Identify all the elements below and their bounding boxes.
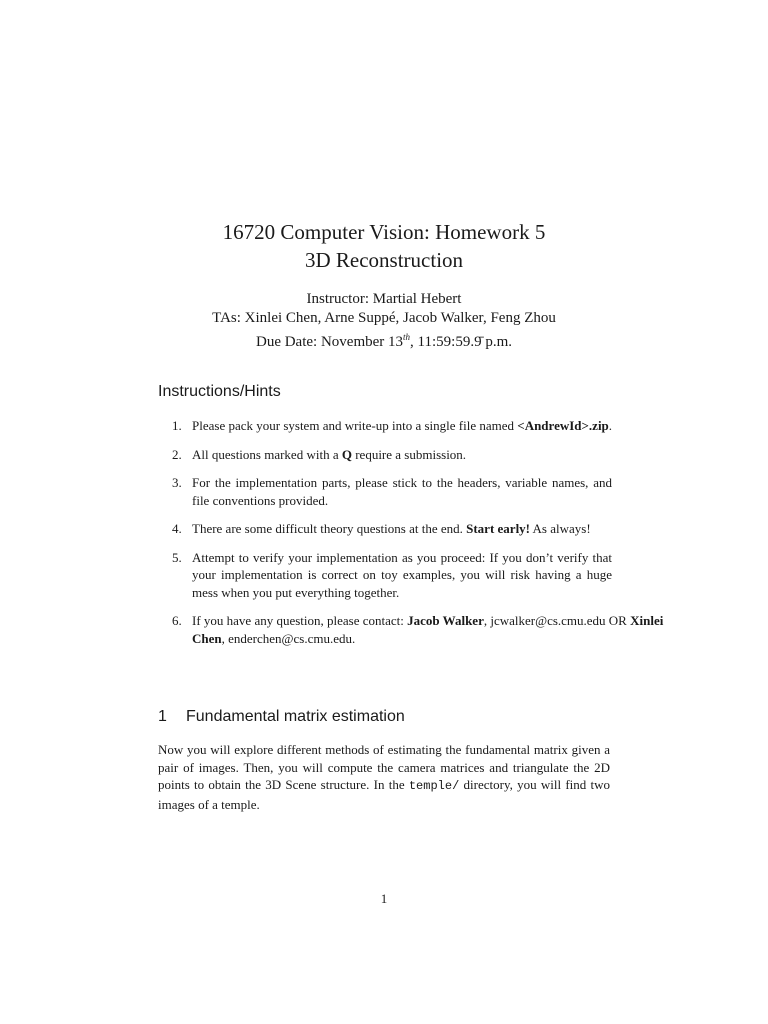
contact-name: Jacob Walker: [407, 613, 484, 628]
list-item-text: There are some difficult theory questions at the end.: [192, 521, 467, 536]
section-1-paragraph: [158, 741, 610, 813]
list-item: [172, 549, 612, 602]
instructor-line: Instructor: Martial Hebert: [306, 291, 462, 307]
page-number: 1: [380, 891, 388, 906]
due-date-superscript: th: [403, 332, 411, 342]
paragraph-text: Now you will explore different methods of estimating the fundamental matrix given a pair of images. Then, you will compute the camera matrices and triangulate the 2D points to obtain the 3D Scene structure. In the: [158, 742, 610, 793]
section-1-heading: [158, 708, 405, 726]
paragraph-text: directory, you will find two images of a temple.: [158, 777, 611, 812]
list-item-index: 2.: [172, 446, 182, 462]
list-item-index: 5.: [172, 549, 182, 565]
list-item-index: 4.: [172, 521, 182, 536]
list-item-text: .: [608, 418, 613, 433]
document-subtitle: 3D Reconstruction: [304, 248, 464, 272]
list-item-bold: Q: [341, 446, 352, 462]
list-item-text: , jcwalker@cs.cmu.edu OR: [483, 613, 631, 628]
due-date-suffix: , 11:59:59.9̄ p.m.: [410, 334, 512, 350]
directory-name: temple/: [408, 779, 460, 794]
list-item: [172, 474, 612, 509]
list-item: [172, 520, 612, 538]
list-item: [172, 417, 678, 435]
instructions-heading: Instructions/Hints: [158, 383, 281, 400]
list-item-text: Please pack your system and write-up into a single file named: [192, 418, 518, 433]
list-item-index: 6.: [172, 613, 182, 628]
list-item-text: If you have any question, please contact:: [192, 613, 408, 628]
list-item: [172, 612, 678, 647]
tas-line: TAs: Xinlei Chen, Arne Suppé, Jacob Walker, Feng Zhou: [212, 310, 556, 326]
list-item-text: For the implementation parts, please stick to the headers, variable names, and file conventions provided.: [192, 475, 612, 508]
list-item-text: require a submission.: [351, 446, 467, 462]
list-item-bold: <AndrewId>.zip: [517, 418, 609, 433]
list-item-index: 1.: [172, 418, 182, 433]
list-item-text: Attempt to verify your implementation as you proceed: If you don’t verify that your implementation is correct on toy examples, you will risk having a huge mess when you put everything together.: [192, 549, 612, 600]
title-block: [0, 218, 768, 274]
due-date-line: [0, 328, 768, 352]
list-item: [172, 446, 612, 464]
due-date-prefix: Due Date: November 13: [255, 334, 404, 350]
list-item-bold: Start early!: [466, 521, 531, 536]
section-number: 1: [158, 708, 167, 725]
contact-name: Xinlei Chen: [192, 613, 664, 646]
document-title: 16720 Computer Vision: Homework 5: [222, 220, 546, 244]
list-item-text: As always!: [530, 521, 591, 536]
list-item-index: 3.: [172, 475, 182, 490]
list-item-text: All questions marked with a: [192, 446, 342, 462]
list-item-text: , enderchen@cs.cmu.edu.: [221, 630, 356, 646]
instructions-list: [172, 417, 664, 658]
section-title: Fundamental matrix estimation: [186, 708, 405, 725]
author-block: [0, 290, 768, 352]
